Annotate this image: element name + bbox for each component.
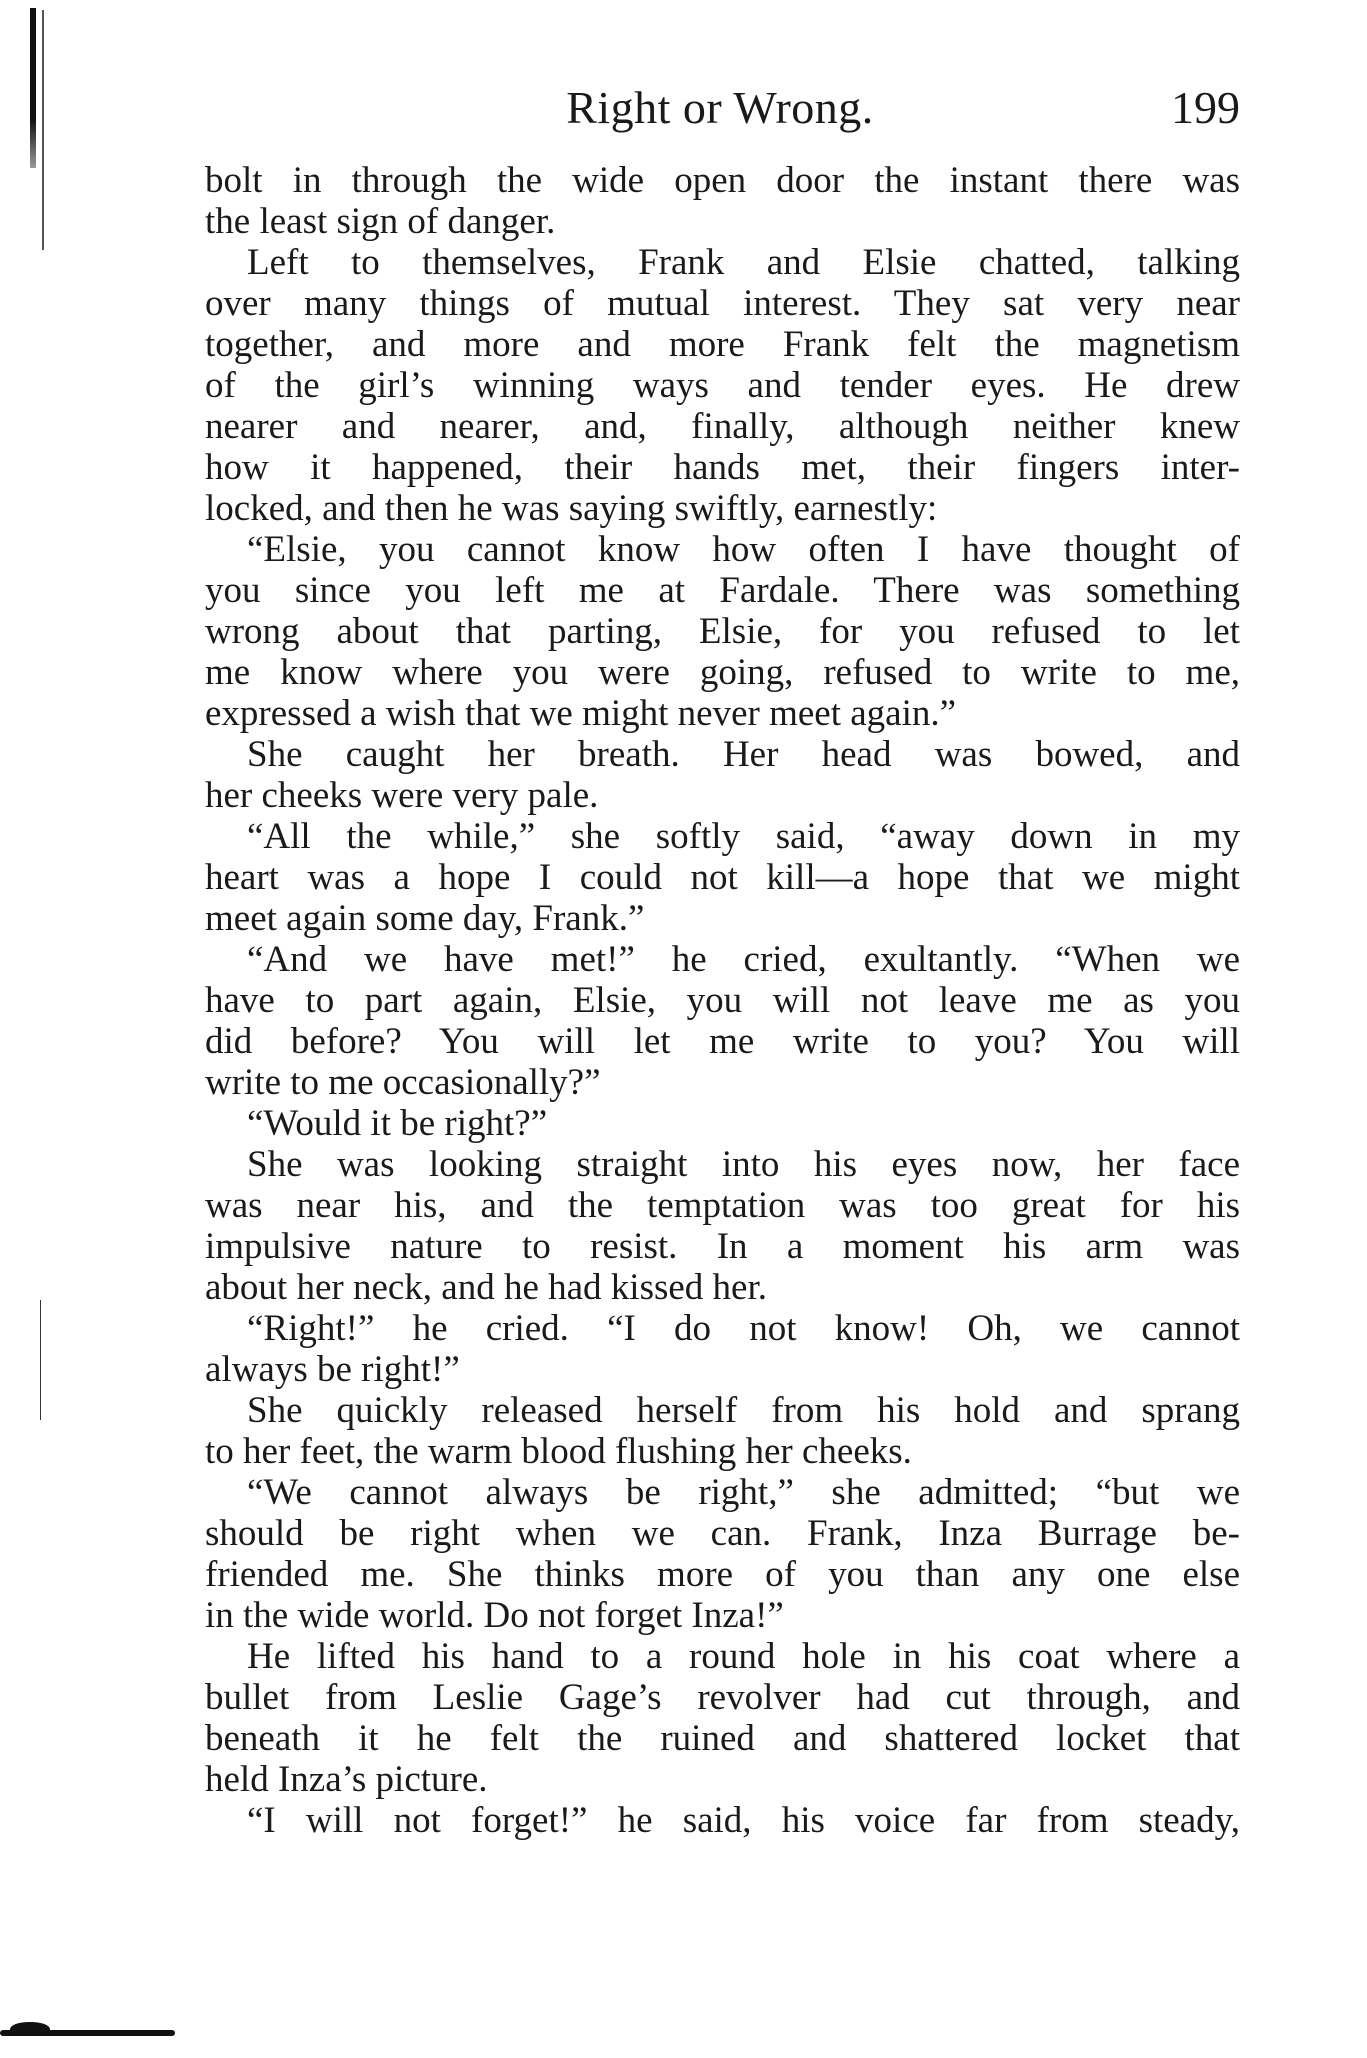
text-line: to her feet, the warm blood flushing her cheeks. bbox=[205, 1431, 912, 1472]
text-line: “Right!” he cried. “I do not know! Oh, we cannot bbox=[247, 1308, 1240, 1349]
binding-shadow bbox=[30, 8, 36, 168]
text-line: She quickly released herself from his hold and sprang bbox=[247, 1390, 1240, 1431]
text-line: about her neck, and he had kissed her. bbox=[205, 1267, 768, 1308]
text-line: heart was a hope I could not kill—a hope that we might bbox=[205, 857, 1240, 898]
text-line: impulsive nature to resist. In a moment his arm was bbox=[205, 1226, 1240, 1267]
text-line: “And we have met!” he cried, exultantly. “When we bbox=[247, 939, 1240, 980]
text-line: “I will not forget!” he said, his voice far from steady, bbox=[247, 1800, 1240, 1841]
text-line: meet again some day, Frank.” bbox=[205, 898, 645, 939]
corner-smudge bbox=[0, 2030, 175, 2036]
text-line: should be right when we can. Frank, Inza Burrage be- bbox=[205, 1513, 1240, 1554]
text-line: beneath it he felt the ruined and shattered locket that bbox=[205, 1718, 1240, 1759]
text-line: “All the while,” she softly said, “away down in my bbox=[247, 816, 1240, 857]
text-line: me know where you were going, refused to write to me, bbox=[205, 652, 1240, 693]
text-line: friended me. She thinks more of you than any one else bbox=[205, 1554, 1240, 1595]
text-line: “Would it be right?” bbox=[247, 1103, 548, 1144]
text-line: her cheeks were very pale. bbox=[205, 775, 599, 816]
text-line: Left to themselves, Frank and Elsie chatted, talking bbox=[247, 242, 1240, 283]
text-line: nearer and nearer, and, finally, although neither knew bbox=[205, 406, 1240, 447]
text-line: of the girl’s winning ways and tender eyes. He drew bbox=[205, 365, 1240, 406]
text-line: was near his, and the temptation was too great for his bbox=[205, 1185, 1240, 1226]
margin-mark bbox=[40, 1300, 41, 1420]
text-line: She was looking straight into his eyes now, her face bbox=[247, 1144, 1240, 1185]
text-line: bolt in through the wide open door the instant there was bbox=[205, 160, 1240, 201]
text-line: in the wide world. Do not forget Inza!” bbox=[205, 1595, 784, 1636]
text-line: together, and more and more Frank felt the magnetism bbox=[205, 324, 1240, 365]
text-line: bullet from Leslie Gage’s revolver had cut through, and bbox=[205, 1677, 1240, 1718]
text-line: wrong about that parting, Elsie, for you refused to let bbox=[205, 611, 1240, 652]
text-line: have to part again, Elsie, you will not leave me as you bbox=[205, 980, 1240, 1021]
running-title: Right or Wrong. bbox=[566, 82, 874, 133]
text-line: did before? You will let me write to you? You will bbox=[205, 1021, 1240, 1062]
text-line: you since you left me at Fardale. There was something bbox=[205, 570, 1240, 611]
text-line: expressed a wish that we might never meet again.” bbox=[205, 693, 957, 734]
text-line: locked, and then he was saying swiftly, earnestly: bbox=[205, 488, 938, 529]
body-text bbox=[205, 160, 1240, 1841]
text-line: write to me occasionally?” bbox=[205, 1062, 601, 1103]
text-line: always be right!” bbox=[205, 1349, 460, 1390]
text-line: “Elsie, you cannot know how often I have thought of bbox=[247, 529, 1240, 570]
text-line: over many things of mutual interest. They sat very near bbox=[205, 283, 1240, 324]
text-line: She caught her breath. Her head was bowed, and bbox=[247, 734, 1240, 775]
page-number: 199 bbox=[1171, 82, 1240, 133]
text-line: how it happened, their hands met, their fingers inter- bbox=[205, 447, 1240, 488]
binding-edge bbox=[42, 10, 44, 250]
text-line: He lifted his hand to a round hole in his coat where a bbox=[247, 1636, 1240, 1677]
text-line: the least sign of danger. bbox=[205, 201, 556, 242]
page-header bbox=[200, 78, 1240, 138]
text-line: held Inza’s picture. bbox=[205, 1759, 488, 1800]
text-line: “We cannot always be right,” she admitted; “but we bbox=[247, 1472, 1240, 1513]
